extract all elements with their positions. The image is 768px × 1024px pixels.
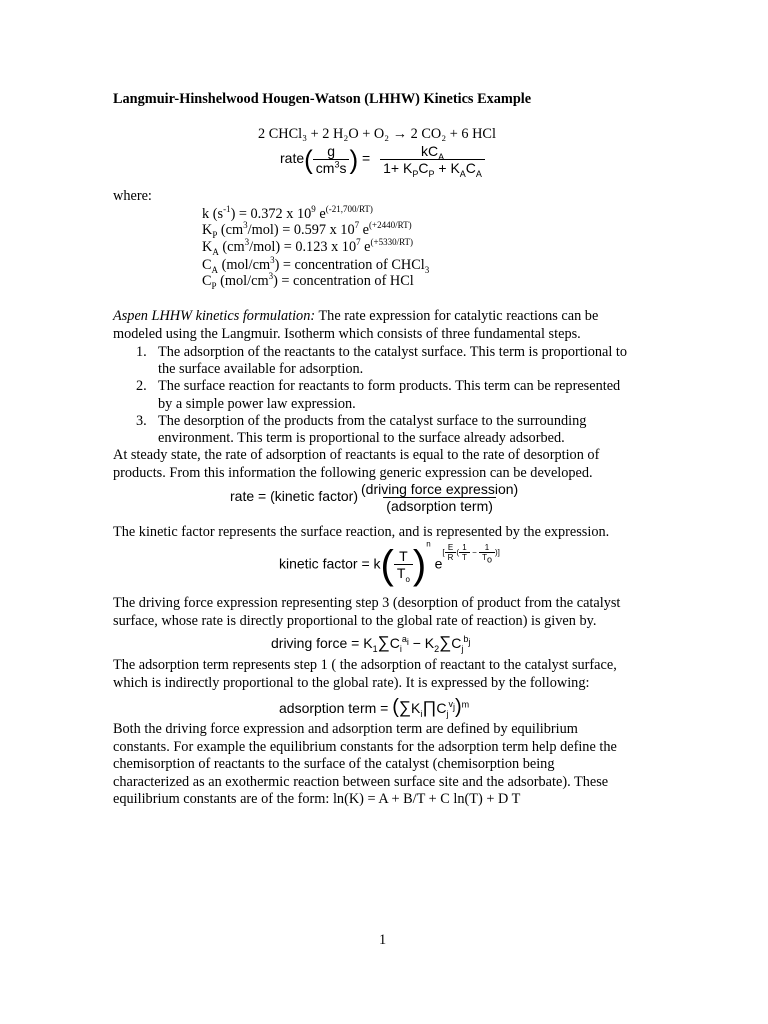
adsorption-term-equation: adsorption term = $(\sum K_i\prod C_j^{v_j})^m$	[279, 696, 470, 719]
paragraph-line: equilibrium constants are of the form: ln(K) = A + B/T + C ln(T) + D T	[113, 791, 521, 807]
step-number: 1.	[136, 344, 147, 360]
page-number: 1	[379, 932, 387, 948]
step-text: the surface available for adsorption.	[158, 361, 364, 377]
paragraph-line: At steady state, the rate of adsorption of reactants is equal to the rate of desorption of	[113, 447, 600, 463]
generic-rate-equation: rate = (kinetic factor) $\frac{\text{(driving force expression)}}{\text{(adsorption term)}}$	[230, 481, 519, 514]
step-text: environment. This term is proportional to the surface already adsorbed.	[158, 430, 565, 446]
definition-ca: $C_A$ $(mol/cm^3)$ = concentration of CHCl$_3$	[202, 255, 430, 275]
driving-force-equation: driving force = $K_1\sum C_i^{a_i} - K_2\sum C_j^{b_j}$	[271, 633, 471, 654]
paragraph-line: The adsorption term represents step 1 ( the adsorption of reactant to the catalyst surface,	[113, 657, 617, 673]
paragraph-line: products. From this information the following generic expression can be developed.	[113, 465, 593, 481]
step-number: 2.	[136, 378, 147, 394]
definition-cp: $C_P$ $(mol/cm^3)$ = concentration of HCl	[202, 271, 414, 291]
step-number: 3.	[136, 413, 147, 429]
definition-kp: $K_P$ $(cm^3/mol) = 0.597$ x $10^7$ $e^{(+2440/RT)}$	[202, 220, 412, 240]
where-label: where:	[113, 188, 152, 204]
step-text: The adsorption of the reactants to the catalyst surface. This term is proportional to	[158, 344, 628, 360]
kinetic-factor-equation: kinetic factor = k( $\frac{T}{T_o}$ )$^n$ e[ E R ( 1 T − 1 To )]	[279, 539, 500, 587]
paragraph-line: characterized as an exothermic reaction between surface site and the adsorbate). These	[113, 774, 609, 790]
definition-ka: $K_A$ $(cm^3/mol) = 0.123$ x $10^7$ $e^{(+5330/RT)}$	[202, 237, 414, 257]
paragraph-line: surface, whose rate is directly proportional to the global rate of reaction) is given by.	[113, 613, 597, 629]
page-title: Langmuir-Hinshelwood Hougen-Watson (LHHW) Kinetics Example	[113, 91, 532, 107]
paragraph-line: which is indirectly proportional to the global rate). It is expressed by the following:	[113, 675, 590, 691]
paragraph-line: The driving force expression representing step 3 (desorption of product from the catalyst	[113, 595, 621, 611]
paragraph-line: The kinetic factor represents the surface reaction, and is represented by the expression.	[113, 524, 610, 540]
aspen-intro-line2: modeled using the Langmuir. Isotherm which consists of three fundamental steps.	[113, 326, 581, 342]
aspen-intro: Aspen LHHW kinetics formulation: The rate expression for catalytic reactions can be	[113, 308, 599, 324]
step-text: The desorption of the products from the catalyst surface to the surrounding	[158, 413, 587, 429]
reaction-equation: 2 CHCl₃ + 2 H₂O + O₂ → 2 CO₂ + 6 HCl	[258, 126, 496, 142]
step-text: The surface reaction for reactants to form products. This term can be represented	[158, 378, 621, 394]
rate-equation: rate( $\frac{g}{cm^3s}$ ) = $\frac{kC_A}{1+ K_PC_P + K_AC_A}$	[280, 143, 485, 176]
step-text: by a simple power law expression.	[158, 396, 356, 412]
paragraph-line: Both the driving force expression and adsorption term are defined by equilibrium	[113, 721, 578, 737]
paragraph-line: constants. For example the equilibrium constants for the adsorption term help define the	[113, 739, 617, 755]
paragraph-line: chemisorption of reactants to the surface of the catalyst (chemisorption being	[113, 756, 555, 772]
definition-k: k $(s^{-1}) = 0.372$ x $10^9$ $e^{(-21,700/RT)}$	[202, 204, 373, 222]
